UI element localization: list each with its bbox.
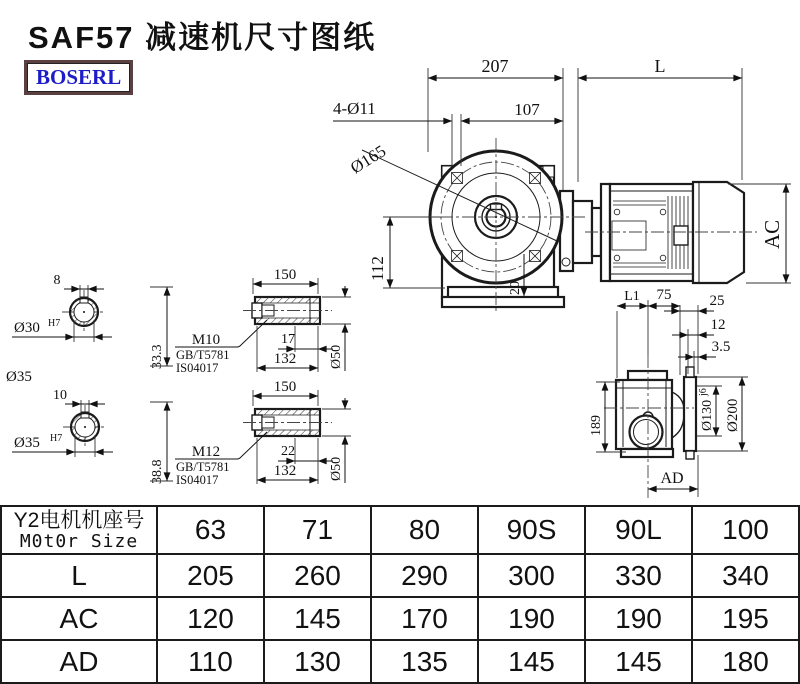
col-header: 100 — [692, 506, 799, 554]
label-thread-m12: M12 — [191, 444, 221, 460]
dim-75: 75 — [656, 287, 672, 303]
table-header-row — [1, 506, 799, 554]
row-label: AC — [1, 597, 157, 640]
table-cell: 180 — [692, 640, 799, 683]
shaft-top-view — [175, 267, 351, 375]
dim-132-top: 132 — [273, 351, 297, 367]
table-cell: 300 — [478, 554, 585, 597]
label-standard-iso: IS04017 — [176, 361, 219, 375]
dim-20: 20 — [508, 281, 523, 295]
table-cell: 190 — [585, 597, 692, 640]
dim-189: 189 — [589, 415, 604, 436]
header-en: M0t0r Size — [19, 530, 139, 552]
table-row-L — [1, 554, 799, 597]
col-header: 63 — [157, 506, 264, 554]
table-cell: 145 — [478, 640, 585, 683]
col-header: 90S — [478, 506, 585, 554]
row-label: AD — [1, 640, 157, 683]
motor-view — [585, 182, 757, 283]
table-cell: 190 — [478, 597, 585, 640]
table-row-AD — [1, 640, 799, 683]
dim-spigot-diameter: Ø130 — [700, 399, 715, 431]
col-header: 90L — [585, 506, 692, 554]
dim-bore-30: Ø30 — [14, 320, 40, 336]
dim-bore-35-fit: H7 — [50, 433, 63, 444]
label-standard-iso2: IS04017 — [176, 473, 219, 487]
dim-207: 207 — [481, 56, 509, 76]
dim-flange-diameter: Ø165 — [347, 141, 390, 178]
table-cell: 145 — [585, 640, 692, 683]
dim-17: 17 — [281, 332, 295, 347]
dim-AC: AC — [760, 219, 784, 249]
table-cell: 205 — [157, 554, 264, 597]
label-od-35: Ø35 — [6, 369, 32, 385]
dim-flange-od: Ø200 — [725, 398, 741, 432]
output-flange-plate — [684, 377, 696, 451]
bore-top-section — [12, 273, 173, 369]
dim-25: 25 — [709, 293, 725, 309]
dim-keyway-8: 8 — [53, 273, 61, 288]
table-cell: 170 — [371, 597, 478, 640]
table-header-motor-size — [1, 506, 157, 554]
dim-bolt-holes: 4-Ø11 — [333, 99, 376, 118]
table-row-AC — [1, 597, 799, 640]
dim-112: 112 — [368, 256, 387, 281]
dim-L: L — [654, 56, 666, 76]
dim-12: 12 — [710, 317, 726, 333]
col-header: 80 — [371, 506, 478, 554]
label-standard-gb2: GB/T5781 — [176, 460, 230, 474]
dim-key-depth-38: 38.8 — [150, 459, 165, 484]
table-cell: 135 — [371, 640, 478, 683]
dim-bore-30-fit: H7 — [48, 318, 61, 329]
dim-spigot-fit: j6 — [698, 388, 709, 396]
dim-L1: L1 — [624, 289, 640, 304]
motor-size-table — [0, 505, 800, 684]
dim-key-depth-33: 33.3 — [150, 344, 165, 369]
dim-22: 22 — [281, 444, 295, 459]
table-cell: 110 — [157, 640, 264, 683]
table-cell: 130 — [264, 640, 371, 683]
bore-bottom-section — [6, 369, 173, 484]
header-cn: Y2电机机座号 — [13, 508, 145, 532]
label-thread-m10: M10 — [191, 332, 221, 348]
dim-AD: AD — [660, 470, 684, 487]
dim-bore-35: Ø35 — [14, 435, 40, 451]
shaft-bottom-view — [175, 379, 351, 487]
dim-dia50-top: Ø50 — [329, 344, 344, 369]
table-cell: 260 — [264, 554, 371, 597]
fan-cover — [693, 182, 744, 283]
table-cell: 290 — [371, 554, 478, 597]
page-title: SAF57 减速机尺寸图纸 — [28, 20, 377, 55]
dim-150-bottom: 150 — [273, 379, 297, 395]
dim-3-5: 3.5 — [711, 339, 731, 355]
table-cell: 330 — [585, 554, 692, 597]
dim-150-top: 150 — [273, 267, 297, 283]
dim-107: 107 — [514, 100, 540, 119]
label-standard-gb: GB/T5781 — [176, 348, 230, 362]
dim-keyway-10: 10 — [53, 388, 67, 403]
table-cell: 120 — [157, 597, 264, 640]
table-cell: 145 — [264, 597, 371, 640]
dim-dia50-bottom: Ø50 — [329, 456, 344, 481]
table-cell: 195 — [692, 597, 799, 640]
col-header: 71 — [264, 506, 371, 554]
row-label: L — [1, 554, 157, 597]
table-cell: 340 — [692, 554, 799, 597]
dim-132-bottom: 132 — [273, 463, 297, 479]
brand-logo-text: BOSERL — [36, 65, 122, 89]
